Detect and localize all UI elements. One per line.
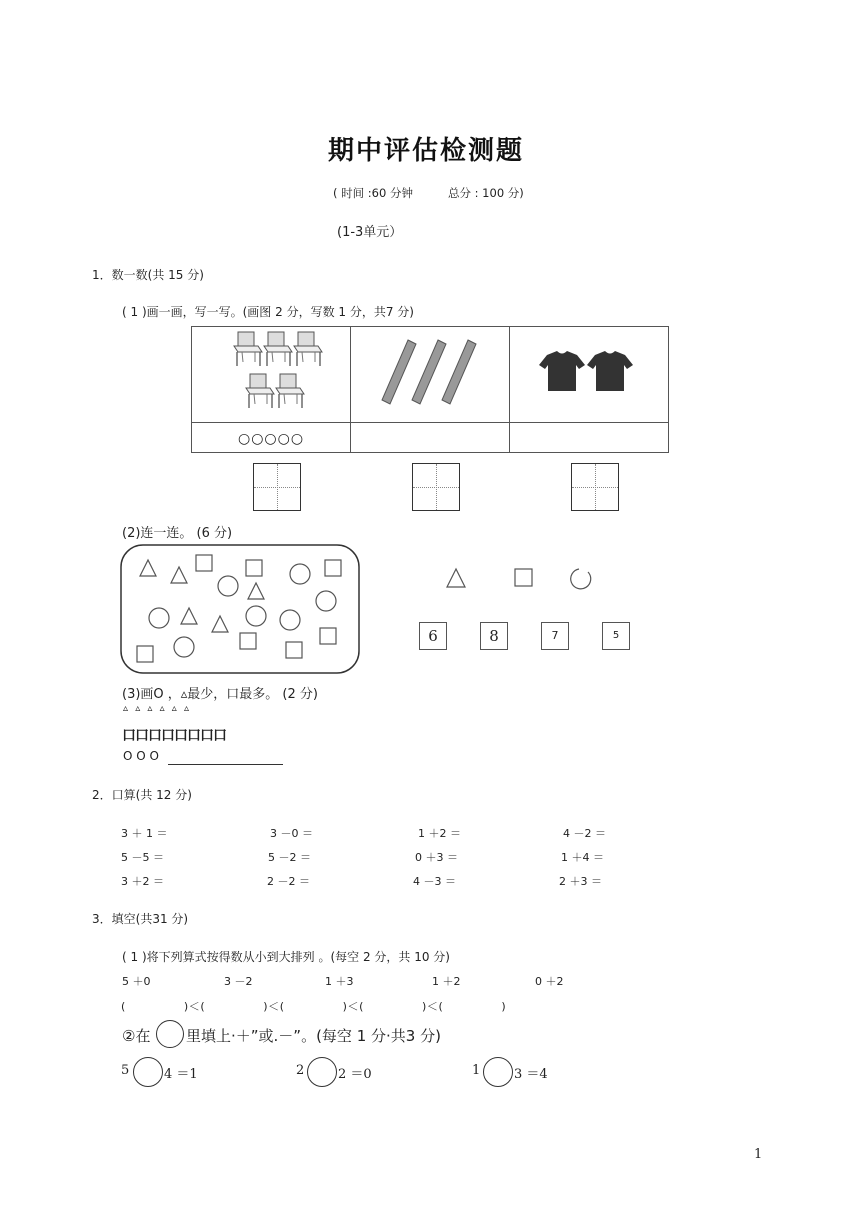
- equation: 5 －2 ＝: [268, 851, 311, 864]
- fill-item-left: 1: [472, 1063, 481, 1078]
- fill-item-right: 4 ＝1: [164, 1067, 198, 1082]
- writing-box-3[interactable]: [571, 463, 619, 511]
- equation: 3 ＋ 1 ＝: [121, 827, 168, 840]
- chair-icon: [216, 328, 326, 418]
- square-icon: [515, 569, 532, 586]
- fill-item-left: 2: [296, 1063, 305, 1078]
- part3-1-label: ( 1 )将下列算式按得数从小到大排列 。(每空 2 分，共 10 分): [122, 950, 450, 964]
- writing-box-1[interactable]: [253, 463, 301, 511]
- number-box-8[interactable]: 8: [480, 622, 508, 650]
- expression: 3 －2: [224, 975, 253, 988]
- circle-icon: [571, 569, 591, 589]
- circle-row: O O O: [123, 749, 159, 763]
- part3-2-label-b: 里填上·＋”或.－”。(每空 1 分·共3 分): [186, 1027, 441, 1045]
- triangle-icon: [447, 569, 465, 587]
- draw-circles-line[interactable]: [168, 764, 283, 765]
- equation: 0 ＋3 ＝: [415, 851, 458, 864]
- number-box-5[interactable]: 5: [602, 622, 630, 650]
- triangle-row: ▵ ▵ ▵ ▵ ▵ ▵: [123, 703, 192, 714]
- equation: 4 －2 ＝: [563, 827, 606, 840]
- part3-label: (3)画O ，▵最少，口最多。 (2 分): [122, 687, 318, 702]
- writing-box-2[interactable]: [412, 463, 460, 511]
- equation: 3 ＋2 ＝: [121, 875, 164, 888]
- expression: 1 ＋3: [325, 975, 354, 988]
- page-number: 1: [754, 1147, 763, 1162]
- shirt-count-marks[interactable]: [510, 423, 669, 453]
- equation: 1 ＋2 ＝: [418, 827, 461, 840]
- square-row: 口口口口口口口口: [122, 728, 226, 744]
- shirts-cell: [510, 327, 669, 423]
- part1-label: ( 1 )画一画，写一写。(画图 2 分，写数 1 分，共7 分): [122, 305, 414, 319]
- score-info: 总分 : 100 分): [448, 186, 524, 200]
- chairs-cell: [192, 327, 351, 423]
- operator-blank[interactable]: [483, 1057, 513, 1087]
- page-title: 期中评估检测题: [328, 136, 525, 166]
- ruler-icon: [380, 338, 480, 408]
- operator-blank[interactable]: [307, 1057, 337, 1087]
- equation: 2 ＋3 ＝: [559, 875, 602, 888]
- part3-2-label-a: ②在: [122, 1027, 151, 1045]
- shapes-panel: [120, 544, 362, 676]
- expression: 1 ＋2: [432, 975, 461, 988]
- equation: 4 －3 ＝: [413, 875, 456, 888]
- number-box-7[interactable]: 7: [541, 622, 569, 650]
- section2-heading: 2．口算(共 12 分): [92, 788, 192, 802]
- unit-range: (1-3单元）: [337, 225, 403, 240]
- shape-targets: [444, 566, 604, 590]
- fill-item-right: 2 ＝0: [338, 1067, 372, 1082]
- expression: 0 ＋2: [535, 975, 564, 988]
- ruler-count-marks[interactable]: [351, 423, 510, 453]
- time-info: ( 时间 :60 分钟: [333, 186, 413, 200]
- section3-heading: 3．填空(共31 分): [92, 912, 189, 926]
- rulers-cell: [351, 327, 510, 423]
- equation: 1 ＋4 ＝: [561, 851, 604, 864]
- number-box-6[interactable]: 6: [419, 622, 447, 650]
- example-circle: [156, 1020, 184, 1048]
- fill-item-left: 5: [121, 1063, 130, 1078]
- picture-count-table: [191, 326, 669, 453]
- expression: 5 ＋0: [122, 975, 151, 988]
- section1-heading: 1．数一数(共 15 分): [92, 268, 204, 282]
- part2-label: (2)连一连。 (6 分): [122, 526, 233, 541]
- order-answer-line[interactable]: ( )＜( )＜( )＜( )＜( ): [121, 1000, 507, 1013]
- equation: 5 －5 ＝: [121, 851, 164, 864]
- equation: 3 －0 ＝: [270, 827, 313, 840]
- equation: 2 －2 ＝: [267, 875, 310, 888]
- chair-count-marks: ○○○○○: [192, 423, 351, 453]
- fill-item-right: 3 ＝4: [514, 1067, 548, 1082]
- shirt-icon: [539, 351, 639, 395]
- operator-blank[interactable]: [133, 1057, 163, 1087]
